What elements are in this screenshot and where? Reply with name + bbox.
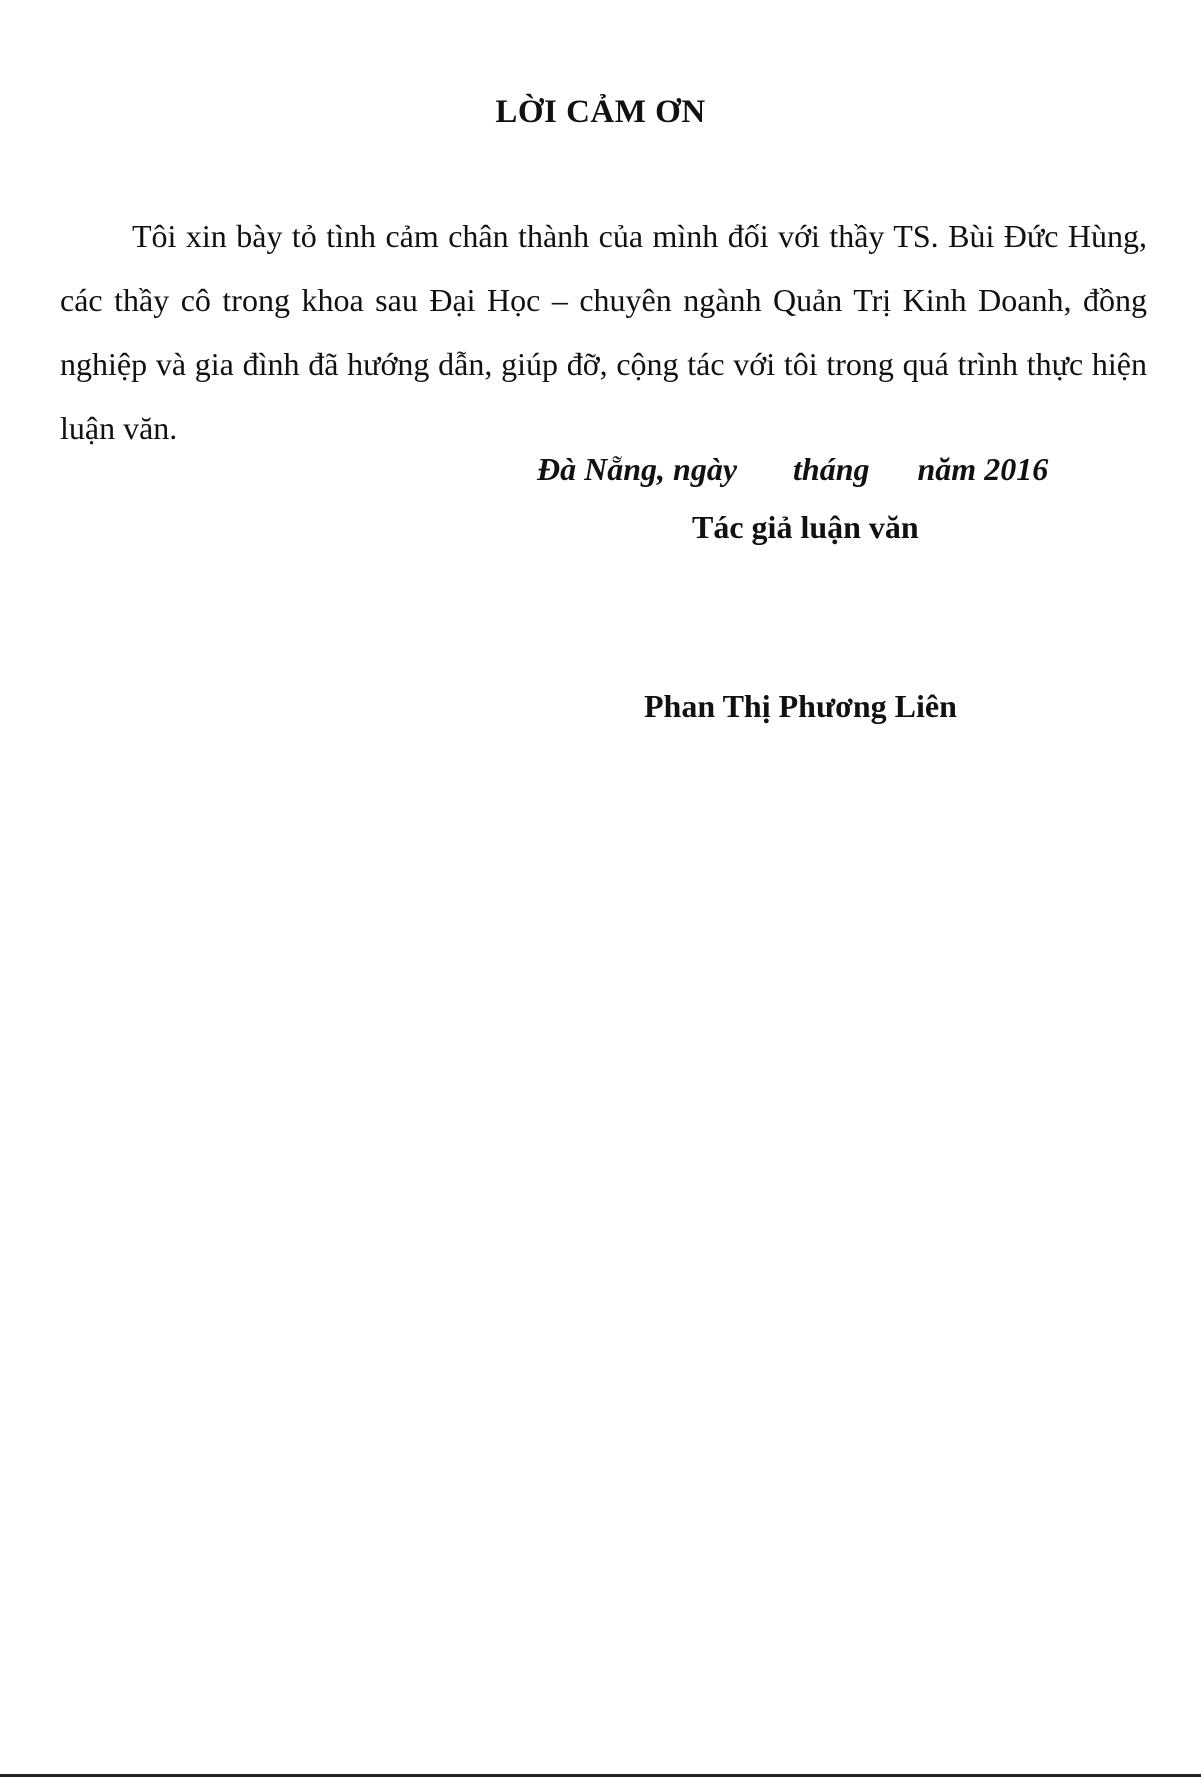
page-title: LỜI CẢM ƠN xyxy=(495,94,706,130)
page-bottom-border xyxy=(0,1774,1201,1777)
acknowledgement-paragraph: Tôi xin bày tỏ tình cảm chân thành của mình đối với thầy TS. Bùi Đức Hùng, các thầy cô trong khoa sau Đại Học – chuyên ngành Quản Trị Kinh Doanh, đồng nghiệp và gia đình đã hướng dẫn, giúp đỡ, cộng tác với tôi trong quá trình thực hiện luận văn. xyxy=(60,218,1147,446)
author-label: Tác giả luận văn xyxy=(692,509,919,545)
place-date-line: Đà Nẵng, ngày tháng năm 2016 xyxy=(537,451,1049,487)
author-name: Phan Thị Phương Liên xyxy=(644,688,957,724)
